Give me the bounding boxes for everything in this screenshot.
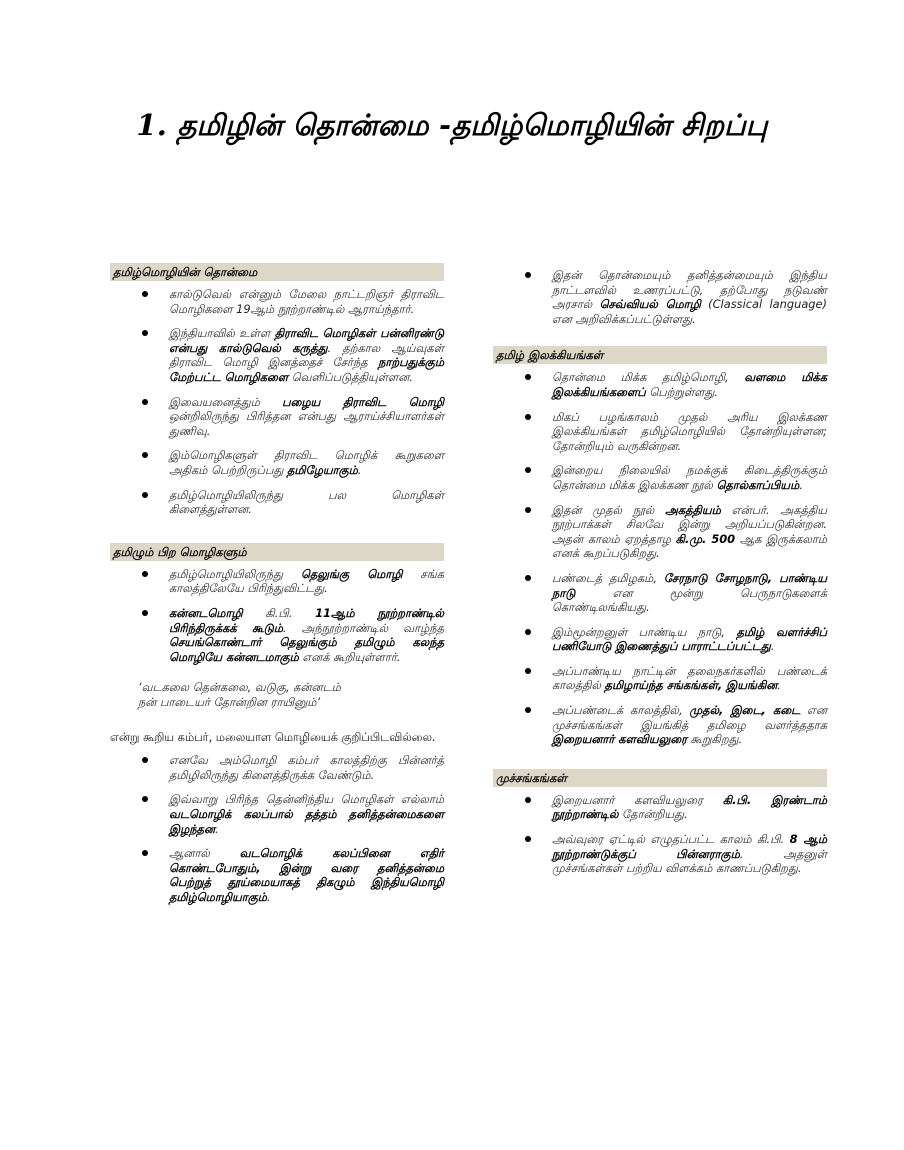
- emphasis-text: சேரநாடு சோழநாடு, பாண்டிய நாடு: [552, 570, 827, 600]
- body-text: அவ்வுரை ஏட்டில் எழுதப்பட்ட காலம் கி.பி.: [552, 832, 790, 847]
- body-text: எனக் கூறியுள்ளார்.: [298, 649, 401, 664]
- body-text: .: [799, 477, 803, 492]
- bullet-item: [493, 463, 827, 492]
- body-text: . அந்நூற்றாண்டில் வாழ்ந்த: [282, 620, 444, 635]
- body-text: ஆனால்: [169, 846, 240, 861]
- bullet-icon: [142, 796, 148, 802]
- emphasis-text: செயங்கொண்டார் தெலுங்கும் தமிழும் கலந்த மொழியே கன்னடமாகும்: [169, 635, 444, 664]
- bullet-icon: [525, 575, 531, 581]
- body-text: கூறுகிறது.: [686, 732, 743, 747]
- bullet-item: [493, 664, 827, 693]
- body-text: இதன் தொன்மையும் தனித்தன்மையும் இந்திய நாட்டளவில் உணரப்பட்டு, தற்போது நடுவண் அரசால்: [552, 268, 827, 312]
- emphasis-text: முதல், இடை, கடை: [689, 703, 801, 718]
- emphasis-text: செவ்வியல் மொழி: [599, 297, 701, 312]
- body-text: .: [777, 678, 781, 693]
- bullet-icon: [142, 757, 148, 763]
- body-text: இன்றைய நிலையில் நமக்குக் கிடைத்திருக்கும் தொன்மை மிக்க இலக்கண நூல்: [552, 463, 827, 492]
- bullet-icon: [525, 836, 531, 842]
- section-heading-three-sangams: முச்சங்கங்கள்: [493, 769, 827, 787]
- body-text: கால்டுவெல் என்னும் மேலை நாட்டறிஞர் திராவிட மொழிகளை 19ஆம் நூற்றாண்டில் ஆராய்ந்தார்.: [169, 287, 444, 316]
- bullet-item: [110, 448, 444, 477]
- antiquity-list: [110, 287, 444, 517]
- body-text: .: [215, 821, 219, 836]
- bullet-icon: [525, 414, 531, 420]
- kambar-quote: [138, 680, 444, 710]
- bullet-icon: [142, 399, 148, 405]
- bullet-item: [493, 703, 827, 747]
- emphasis-text: கி.மு. 500: [675, 531, 736, 546]
- body-text: தமிழ்மொழியிலிருந்து: [169, 566, 301, 581]
- emphasis-text: கன்னடமொழி: [169, 605, 243, 620]
- bullet-icon: [525, 467, 531, 473]
- three-sangams-list: [493, 793, 827, 876]
- bullet-icon: [142, 452, 148, 458]
- bullet-item: [493, 571, 827, 615]
- body-text: இறையனார் களவியலுரை: [552, 792, 723, 807]
- body-text: தோன்றியது.: [618, 807, 688, 822]
- bullet-icon: [525, 668, 531, 674]
- body-text: தொன்மை மிக்க தமிழ்மொழி,: [552, 370, 745, 385]
- emphasis-text: திராவிட மொழிகள் பன்னிரண்டு என்பது கால்டுவெல் கருத்து: [169, 326, 444, 355]
- quote-line-1: ‘வடகலை தென்கலை, வடுகு, கன்னடம்: [138, 680, 341, 695]
- other-languages-list-2: [110, 753, 444, 904]
- other-languages-list: [110, 567, 444, 665]
- left-column: [110, 263, 444, 915]
- emphasis-text: வளமை மிக்க இலக்கியங்களைப்: [552, 370, 827, 399]
- body-text: பண்டைத் தமிழகம்,: [552, 570, 664, 585]
- bullet-icon: [525, 272, 531, 278]
- bullet-item: [110, 326, 444, 384]
- emphasis-text: கி.பி. இரண்டாம் நூற்றாண்டில்: [552, 792, 827, 822]
- bullet-item: [493, 625, 827, 654]
- literature-list: [493, 370, 827, 746]
- emphasis-text: இறையனார் களவியலுரை: [552, 732, 687, 747]
- body-text: . தற்கால ஆய்வுகள் திராவிட மொழி இனத்தைச் சேர்ந்த: [169, 340, 444, 370]
- body-text: என முச்சங்கங்கள் இயங்கித் தமிழை வளர்த்ததாக: [552, 703, 827, 732]
- bullet-item: [110, 753, 444, 782]
- emphasis-text: அகத்தியம்: [665, 502, 721, 517]
- bullet-item: [110, 606, 444, 664]
- bullet-icon: [525, 374, 531, 380]
- emphasis-text: நாற்பதுக்கும் மேற்பட்ட மொழிகளை: [169, 355, 444, 384]
- section-heading-other-languages: தமிழும் பிற மொழிகளும்: [110, 543, 444, 561]
- quote-line-2: நன் பாடையர் தோன்றின ராயினும்’: [138, 695, 321, 710]
- body-text: பெற்றுள்ளது.: [645, 384, 719, 399]
- body-text: .: [770, 639, 775, 654]
- body-text: வெளிப்படுத்தியுள்ளன.: [288, 369, 413, 384]
- emphasis-text: வடமொழிக் கலப்பினை எதிர் கொண்டபோதும், இன்று வரை தனித்தன்மை பெற்றுத் தூய்மையாகத் திகழும் இந்தியமொழி தமிழ்மொழியாகும்: [169, 846, 444, 905]
- bullet-icon: [525, 797, 531, 803]
- bullet-icon: [142, 330, 148, 336]
- bullet-item: [110, 846, 444, 904]
- body-text: இதன் முதல் நூல்: [552, 502, 666, 517]
- bullet-item: [110, 395, 444, 439]
- body-text: ஆக இருக்கலாம் எனக் கூறப்படுகிறது.: [552, 531, 827, 561]
- bullet-icon: [142, 291, 148, 297]
- bullet-item: [110, 488, 444, 517]
- body-text: ஒன்றிலிருந்து பிரித்தன என்பது ஆராய்ச்சியாளர்கள் துணிவு.: [169, 409, 444, 438]
- body-text: எனவே அம்மொழி கம்பர் காலத்திற்கு பின்னர்த் தமிழிலிருந்து கிளைத்திருக்க வேண்டும்.: [169, 753, 444, 782]
- bullet-item: [110, 287, 444, 316]
- emphasis-text: தமிழாய்ந்த சங்கங்கள், இயங்கின: [604, 678, 778, 693]
- bullet-icon: [142, 571, 148, 577]
- body-text: இவையனைத்தும்: [169, 394, 283, 409]
- bullet-item: [493, 832, 827, 876]
- emphasis-text: தெலுங்கு மொழி: [300, 566, 403, 581]
- emphasis-text: தொல்காப்பியம்: [716, 477, 800, 492]
- bullet-item: [110, 792, 444, 836]
- emphasis-text: வடமொழிக் கலப்பால் தத்தம் தனித்தன்மைகளை இழந்தன: [169, 807, 444, 836]
- body-text: இவ்வாறு பிரிந்த தென்னிந்திய மொழிகள் எல்லாம்: [169, 792, 444, 807]
- body-text: கி.பி.: [242, 605, 316, 620]
- body-text: அப்பாண்டிய நாட்டின் தலைநகர்களில் பண்டைக் காலத்தில்: [552, 663, 827, 693]
- bullet-item: [493, 410, 827, 454]
- bullet-icon: [142, 610, 148, 616]
- bullet-item: [493, 793, 827, 822]
- classical-language-list: [493, 268, 827, 326]
- section-heading-literature: தமிழ் இலக்கியங்கள்: [493, 346, 827, 364]
- page-title: 1. தமிழின் தொன்மை -தமிழ்மொழியின் சிறப்பு: [136, 108, 768, 142]
- body-text: இந்தியாவில் உள்ள: [169, 326, 275, 341]
- bullet-icon: [142, 850, 148, 856]
- emphasis-text: பழைய திராவிட மொழி: [282, 394, 444, 409]
- emphasis-text: 11ஆம் நூற்றாண்டில் பிரிந்திருக்கக் கூடும்: [169, 605, 444, 635]
- bullet-item: [493, 370, 827, 399]
- bullet-item: [110, 567, 444, 596]
- body-text: தமிழ்மொழியிலிருந்து பல மொழிகள் கிளைத்துள்ளன.: [169, 487, 444, 517]
- body-text: என மூன்று பெருநாடுகளைக் கொண்டிலங்கியது.: [552, 585, 827, 615]
- body-text: .: [357, 462, 362, 477]
- body-text: இம்மூன்றனுள் பாண்டிய நாடு,: [552, 624, 737, 639]
- body-text: என்பர். அகத்திய நூற்பாக்கள் சிலவே இன்று அறியப்படுகின்றன. அதன் காலம் ஏறத்தாழ: [552, 502, 827, 546]
- bullet-icon: [142, 492, 148, 498]
- bullet-icon: [525, 707, 531, 713]
- body-text: . அதனுள் முச்சங்கள்கள் பற்றிய விளக்கம் காணப்படுகிறது.: [552, 846, 827, 876]
- body-text: (Classical language) என அறிவிக்கப்பட்டுள்ளது.: [552, 297, 827, 326]
- body-text: சங்க காலத்திலேயே பிரிந்துவிட்டது.: [169, 566, 444, 596]
- emphasis-text: தமிழ் வளர்ச்சிப் பணியோடு இணைத்துப் பாராட்டப்பட்டது: [552, 624, 827, 654]
- emphasis-text: 8 ஆம் நூற்றாண்டுக்குப் பின்னராகும்: [552, 832, 827, 861]
- section-heading-antiquity: தமிழ்மொழியின் தொன்மை: [110, 263, 444, 281]
- body-text: .: [266, 890, 271, 905]
- bullet-item: [493, 268, 827, 326]
- emphasis-text: தமிழேயாகும்: [286, 462, 358, 477]
- bullet-icon: [525, 629, 531, 635]
- body-text: அப்பண்டைக் காலத்தில்,: [552, 703, 690, 718]
- right-column: [493, 268, 827, 886]
- body-text: இம்மொழிகளுள் திராவிட மொழிக் கூறுகளை அதிகம் பெற்றிருப்பது: [169, 448, 444, 477]
- kambar-paragraph: என்று கூறிய கம்பர், மலையாள மொழியைக் குறிப்பிடவில்லை.: [110, 730, 436, 745]
- bullet-item: [493, 503, 827, 561]
- bullet-icon: [525, 507, 531, 513]
- body-text: மிகப் பழங்காலம் முதல் அரிய இலக்கண இலக்கியங்கள் தமிழ்மொழியில் தோன்றியுள்ளன; தோன்றியும் வருகின்றன.: [552, 409, 827, 453]
